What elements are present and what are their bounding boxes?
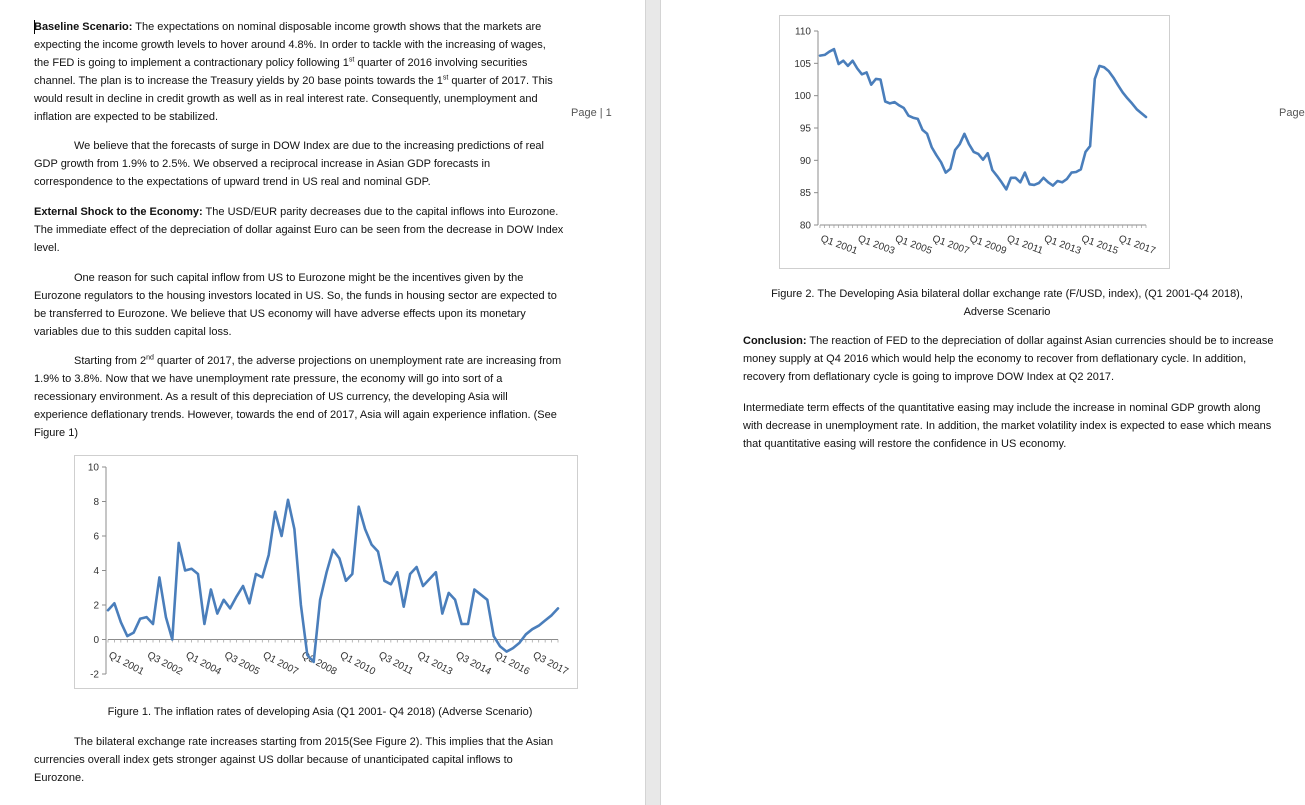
fig1-data-point	[280, 535, 282, 537]
fig1-data-point	[338, 557, 340, 559]
fig2-data-point	[1019, 181, 1021, 183]
fig1-data-point	[454, 599, 456, 601]
fig2-data-point	[977, 153, 979, 155]
fig2-data-point	[889, 102, 891, 104]
fig2-data-point	[1089, 145, 1091, 147]
fig1-data-point	[293, 528, 295, 530]
fig1-data-point	[518, 642, 520, 644]
fig2-data-point	[1000, 181, 1002, 183]
fig2-data-point	[931, 146, 933, 148]
fig1-x-tick-label: Q1 2016	[492, 649, 532, 678]
fig2-data-point	[1066, 178, 1068, 180]
fig1-data-point	[274, 511, 276, 513]
fig1-data-point	[428, 578, 430, 580]
fig2-data-point	[1131, 102, 1133, 104]
fig1-data-point	[203, 623, 205, 625]
fig2-data-point	[1028, 183, 1030, 185]
fig1-data-point	[268, 554, 270, 556]
fig2-data-point	[1038, 182, 1040, 184]
fig1-data-point	[120, 621, 122, 623]
fig2-x-tick-label: Q1 2007	[930, 233, 971, 257]
fig1-x-tick-label: Q3 2002	[145, 649, 185, 678]
fig2-x-tick-label: Q1 2013	[1042, 233, 1083, 257]
fig2-data-point	[949, 168, 951, 170]
fig1-data-point	[229, 607, 231, 609]
fig1-data-point	[499, 645, 501, 647]
fig1-y-tick-label: 10	[87, 462, 99, 474]
fig1-x-tick-label: Q3 2005	[222, 649, 262, 678]
fig2-data-point	[935, 154, 937, 156]
fig2-data-point	[921, 129, 923, 131]
fig2-x-tick-label: Q1 2005	[893, 233, 934, 257]
paragraph-baseline-scenario[interactable]: Baseline Scenario: The expectations on nominal disposable income growth shows that the markets are expecting the income growth levels to hover around 4.8%. In order to tackle with the increasing of wages, the FED is going to implement a contractionary policy following 1st quarter of 2016 involving securities channel. The plan is to increase the Treasury yields by 20 base points towards the 1st quarter of 2017. This would result in decline in credit growth as well as in real interest rate. Consequently, unemployment and inflation are expected to be stabilized.	[34, 21, 553, 123]
fig1-data-point	[216, 612, 218, 614]
fig1-y-tick-label: 2	[93, 600, 99, 612]
fig1-data-point	[460, 623, 462, 625]
fig2-data-point	[945, 171, 947, 173]
fig1-data-point	[358, 506, 360, 508]
fig2-data-point	[963, 133, 965, 135]
fig1-data-point	[133, 631, 135, 633]
fig2-x-tick-label: Q1 2015	[1079, 233, 1120, 257]
fig1-data-point	[525, 633, 527, 635]
fig1-data-point	[248, 602, 250, 604]
fig2-data-point	[828, 51, 830, 53]
fig2-y-tick-label: 85	[799, 188, 811, 200]
fig2-y-tick-label: 100	[794, 91, 811, 103]
fig2-data-point	[1080, 168, 1082, 170]
fig2-x-tick-label: Q1 2003	[856, 233, 897, 257]
fig2-x-tick-label: Q1 2017	[1117, 233, 1157, 257]
fig1-data-point	[242, 585, 244, 587]
fig2-data-point	[1010, 177, 1012, 179]
fig2-data-point	[837, 63, 839, 65]
paragraph-capital-inflow[interactable]: One reason for such capital inflow from US to Eurozone might be the incentives given by the Eurozone regulators to the housing investors located in US. So, the funds in housing sector are expected to be transferred to Eurozone. We believe that US economy will have adverse effects upon its monetary variables due to this sudden capital loss.	[34, 272, 557, 338]
heading-external-shock: External Shock to the Economy:	[34, 206, 203, 218]
page-number-label-2: Page	[1279, 107, 1305, 119]
fig2-data-point	[968, 143, 970, 145]
paragraph-external-shock[interactable]: External Shock to the Economy: The USD/EUR parity decreases due to the capital inflows into Eurozone. The immediate effect of the depreciation of dollar against Euro can be seen from the decrease in DOW Index level.	[34, 206, 564, 254]
fig2-data-point	[851, 60, 853, 62]
fig2-y-tick-label: 110	[795, 26, 811, 38]
fig1-data-point	[190, 568, 192, 570]
fig1-data-point	[184, 569, 186, 571]
fig2-x-tick-label: Q1 2011	[1005, 233, 1045, 257]
fig1-data-point	[396, 571, 398, 573]
fig1-data-point	[113, 602, 115, 604]
figure-2-exchange-rate-chart	[780, 16, 1169, 268]
fig1-data-point	[345, 580, 347, 582]
fig2-data-point	[847, 65, 849, 67]
fig1-data-point	[261, 576, 263, 578]
fig2-y-tick-label: 90	[799, 155, 811, 167]
fig2-data-point	[1084, 151, 1086, 153]
fig1-data-point	[197, 573, 199, 575]
fig2-data-point	[903, 107, 905, 109]
fig1-data-point	[473, 588, 475, 590]
fig2-data-point	[991, 169, 993, 171]
paragraph-dow-forecast[interactable]: We believe that the forecasts of surge in DOW Index are due to the increasing predictions of real GDP growth from 1.9% to 2.5%. We observed a reciprocal increase in Asian GDP forecasts in correspondence to the expectations of upward trend in US real and nominal GDP.	[34, 140, 544, 188]
fig1-x-tick-label: Q1 2001	[106, 649, 146, 678]
fig1-y-tick-label: 4	[93, 566, 99, 577]
fig2-data-point	[917, 118, 919, 120]
fig1-data-point	[557, 607, 559, 609]
fig2-data-point	[1047, 181, 1049, 183]
paragraph-exchange-rate[interactable]: The bilateral exchange rate increases starting from 2015(See Figure 2). This implies that the Asian currencies overall index gets stronger against US dollar because of unanticipated capital inflows to Eurozone.	[34, 736, 554, 784]
fig1-y-tick-label: 8	[93, 497, 99, 508]
fig1-data-point	[325, 571, 327, 573]
fig2-data-point	[982, 159, 984, 161]
fig1-data-point	[364, 528, 366, 530]
fig2-data-point	[1117, 84, 1119, 86]
fig1-data-point	[287, 499, 289, 501]
fig1-x-tick-label: Q3 2008	[299, 649, 339, 678]
fig1-data-point	[300, 604, 302, 606]
fig2-data-point	[1014, 177, 1016, 179]
fig1-data-point	[415, 566, 417, 568]
figure-1-caption: Figure 1. The inflation rates of developing Asia (Q1 2001- Q4 2018) (Adverse Scenario)	[107, 706, 533, 718]
fig1-data-point	[145, 616, 147, 618]
fig2-data-point	[1126, 97, 1128, 99]
fig1-data-point	[422, 585, 424, 587]
fig2-data-point	[1056, 180, 1058, 182]
fig2-data-point	[879, 78, 881, 80]
fig2-data-point	[1108, 70, 1110, 72]
fig1-data-point	[171, 638, 173, 640]
fig1-data-point	[306, 654, 308, 656]
fig2-data-point	[1112, 76, 1114, 78]
fig2-data-point	[865, 71, 867, 73]
paragraph-conclusion[interactable]: Conclusion: The reaction of FED to the depreciation of dollar against Asian currencies should be to increase money supply at Q4 2016 which would help the economy to recover from deflationary cycle. In addition, recovery from deflationary cycle is going to improve DOW Index at Q2 2017.	[743, 335, 1274, 383]
heading-conclusion: Conclusion:	[743, 335, 807, 347]
figure-2-caption-line2: Adverse Scenario	[963, 306, 1051, 318]
fig2-x-tick-label: Q1 2001	[818, 233, 859, 257]
fig2-y-tick-label: 80	[799, 220, 811, 232]
fig1-data-point	[165, 616, 167, 618]
fig2-data-point	[875, 78, 877, 80]
document-page-1	[0, 0, 645, 805]
fig1-x-tick-label: Q1 2010	[338, 649, 378, 678]
fig2-data-point	[1052, 184, 1054, 186]
fig2-data-point	[1070, 171, 1072, 173]
figure-2-caption	[736, 285, 1278, 321]
fig2-data-point	[819, 54, 821, 56]
fig1-x-tick-label: Q3 2014	[453, 649, 493, 678]
fig1-data-point	[448, 592, 450, 594]
fig1-data-point	[370, 543, 372, 545]
fig2-series-line	[820, 49, 1146, 189]
fig1-data-point	[126, 635, 128, 637]
fig2-data-point	[996, 175, 998, 177]
fig1-y-tick-label: -2	[90, 669, 99, 681]
fig2-data-point	[1103, 66, 1105, 68]
figure-1-inflation-chart	[75, 456, 577, 688]
fig2-data-point	[959, 143, 961, 145]
fig1-data-point	[158, 576, 160, 578]
fig1-data-point	[178, 542, 180, 544]
fig2-y-tick-label: 95	[799, 123, 811, 135]
fig1-data-point	[435, 571, 437, 573]
fig1-data-point	[409, 573, 411, 575]
fig2-data-point	[833, 48, 835, 50]
fig2-data-point	[1140, 112, 1142, 114]
fig2-data-point	[973, 151, 975, 153]
fig1-data-point	[319, 599, 321, 601]
fig2-data-point	[1042, 177, 1044, 179]
fig2-data-point	[940, 161, 942, 163]
fig1-x-tick-label: Q1 2004	[183, 649, 223, 678]
fig1-data-point	[107, 609, 109, 611]
fig2-data-point	[842, 60, 844, 62]
fig1-series-line	[108, 500, 558, 662]
fig2-data-point	[1005, 188, 1007, 190]
fig1-y-tick-label: 6	[93, 531, 99, 543]
page-gutter	[645, 0, 661, 805]
page-number-label: Page | 1	[571, 107, 612, 119]
fig1-x-tick-label: Q1 2007	[260, 649, 300, 678]
fig1-data-point	[210, 588, 212, 590]
fig1-data-point	[544, 619, 546, 621]
fig2-data-point	[870, 84, 872, 86]
fig1-data-point	[486, 599, 488, 601]
figure-2-chart-frame[interactable]	[779, 15, 1170, 269]
fig2-data-point	[1098, 65, 1100, 67]
fig2-y-tick-label: 105	[794, 58, 811, 70]
fig1-data-point	[390, 583, 392, 585]
fig2-data-point	[861, 73, 863, 75]
fig1-data-point	[531, 628, 533, 630]
fig2-data-point	[954, 149, 956, 151]
fig2-data-point	[1075, 171, 1077, 173]
fig2-data-point	[1094, 78, 1096, 80]
fig1-data-point	[351, 573, 353, 575]
fig1-data-point	[550, 614, 552, 616]
fig2-data-point	[884, 100, 886, 102]
fig2-data-point	[926, 133, 928, 135]
fig2-data-point	[856, 67, 858, 69]
fig2-x-tick-label: Q1 2009	[968, 233, 1008, 257]
fig2-data-point	[1033, 184, 1035, 186]
fig1-data-point	[332, 549, 334, 551]
fig1-data-point	[139, 618, 141, 620]
figure-2-caption-line1: Figure 2. The Developing Asia bilateral dollar exchange rate (F/USD, index), (Q1 2001-Q4 2018),	[771, 288, 1243, 300]
fig1-x-tick-label: Q1 2013	[415, 649, 455, 678]
fig1-data-point	[480, 594, 482, 596]
heading-baseline-scenario: Baseline Scenario:	[34, 21, 133, 33]
fig2-data-point	[898, 104, 900, 106]
fig1-data-point	[505, 650, 507, 652]
fig1-data-point	[255, 573, 257, 575]
fig2-data-point	[1024, 171, 1026, 173]
fig2-data-point	[907, 115, 909, 117]
fig1-x-tick-label: Q3 2011	[376, 649, 415, 678]
fig1-data-point	[152, 623, 154, 625]
fig1-data-point	[383, 580, 385, 582]
fig2-data-point	[1136, 108, 1138, 110]
fig2-data-point	[987, 152, 989, 154]
fig1-data-point	[441, 612, 443, 614]
paragraph-unemployment[interactable]: Starting from 2nd quarter of 2017, the adverse projections on unemployment rate are increasing from 1.9% to 3.8%. Now that we have unemployment rate pressure, the economy will go into sort of a recessionary environment. As a result of this depreciation of US currency, the developing Asia will experience deflationary trends. However, towards the end of 2017, Asia will again experience inflation. (See Figure 1)	[34, 354, 562, 439]
fig2-data-point	[1122, 91, 1124, 93]
fig1-data-point	[493, 635, 495, 637]
fig1-data-point	[235, 595, 237, 597]
paragraph-quantitative-easing[interactable]: Intermediate term effects of the quantitative easing may include the increase in nominal GDP growth along with decrease in unemployment rate. In addition, the market volatility index is expected to ease which means that quantitative easing will restore the confidence in US economy.	[743, 402, 1272, 450]
fig2-data-point	[912, 117, 914, 119]
fig1-data-point	[223, 599, 225, 601]
fig2-data-point	[1145, 116, 1147, 118]
fig1-y-tick-label: 0	[93, 635, 99, 646]
fig1-data-point	[377, 550, 379, 552]
fig1-data-point	[313, 661, 315, 663]
fig1-data-point	[403, 606, 405, 608]
figure-1-chart-frame[interactable]	[74, 455, 578, 689]
fig1-data-point	[512, 647, 514, 649]
fig1-x-tick-label: Q3 2017	[530, 649, 570, 678]
fig1-data-point	[538, 625, 540, 627]
fig2-data-point	[893, 101, 895, 103]
fig2-data-point	[824, 54, 826, 56]
fig2-data-point	[1061, 181, 1063, 183]
document-page-2	[661, 0, 1305, 805]
fig1-data-point	[467, 623, 469, 625]
